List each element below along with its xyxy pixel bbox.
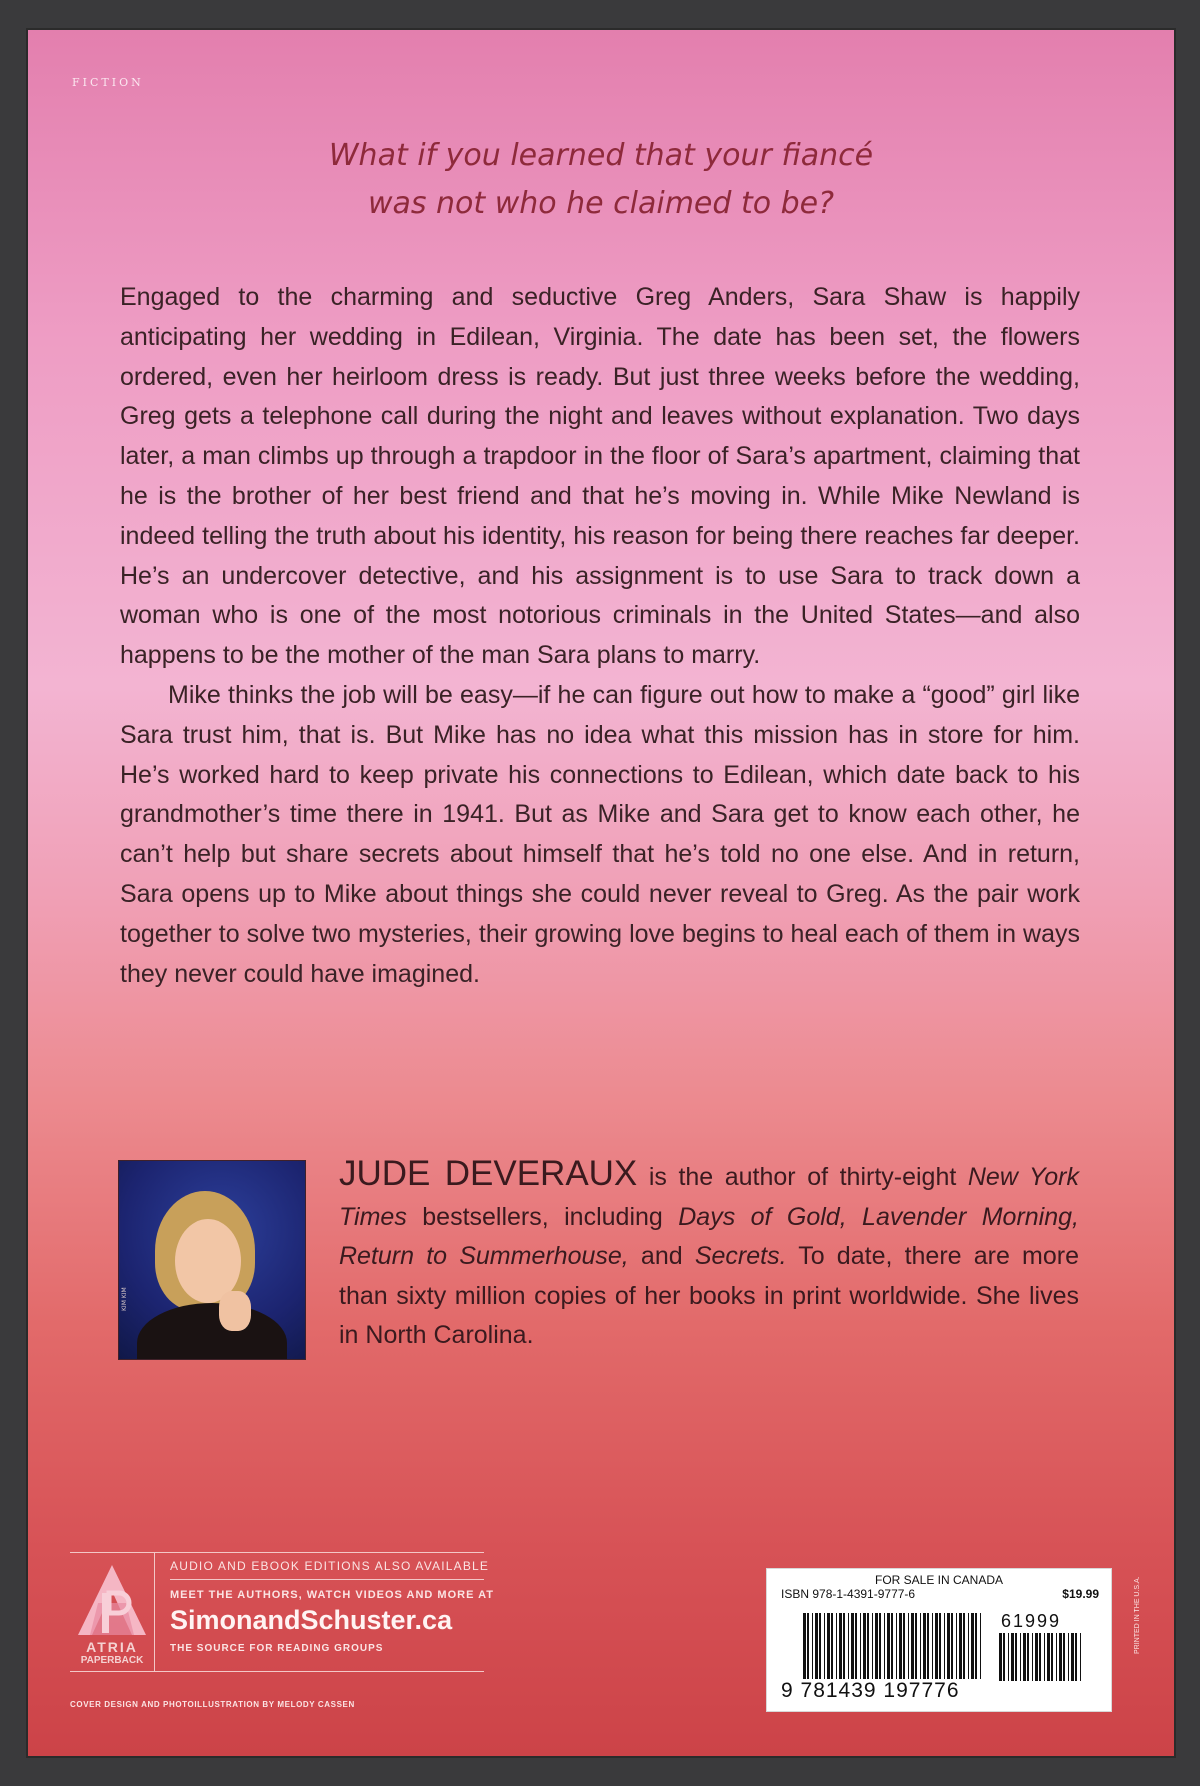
tagline-line-2: was not who he claimed to be?: [367, 186, 835, 221]
reading-groups-note: THE SOURCE FOR READING GROUPS: [170, 1643, 384, 1654]
price: $19.99: [1062, 1587, 1099, 1601]
bio-text-2: bestsellers, including: [406, 1202, 679, 1231]
bio-title-nyt: New York Times: [339, 1163, 1079, 1231]
design-credit: COVER DESIGN AND PHOTOILLUSTRATION BY MELODY CASSEN: [70, 1700, 355, 1709]
meet-authors-note: MEET THE AUTHORS, WATCH VIDEOS AND MORE AT: [170, 1589, 494, 1601]
synopsis-paragraph-1: Engaged to the charming and seductive Greg Anders, Sara Shaw is happily anticipating her wedding in Edilean, Virginia. The date has been set, the flowers ordered, even her heirloom dress is ready. But just three weeks before the wedding, Greg gets a telephone call during the night and leaves without explanation. Two days later, a man climbs up through a trapdoor in the floor of Sara’s apartment, claiming that he is the brother of her best friend and that he’s moving in. While Mike Newland is indeed telling the truth about his identity, his reason for being there reaches far deeper. He’s an undercover detective, and his assignment is to use Sara to track down a woman who is one of the most notorious criminals in the United States—and also happens to be the mother of the man Sara plans to marry.: [120, 283, 1080, 670]
genre-label: FICTION: [72, 76, 144, 89]
sale-region: FOR SALE IN CANADA: [874, 1573, 1004, 1587]
synopsis: [120, 278, 1080, 994]
bio-text-4: To date, there are more than sixty million copies of her books in print worldwide. She lives in North Carolina.: [339, 1242, 1080, 1350]
book-back-cover: [28, 30, 1174, 1756]
logo-name: ATRIA: [86, 1639, 138, 1655]
author-bio: [339, 1154, 1079, 1356]
barcode-addon-icon: [999, 1633, 1083, 1681]
tagline: [28, 132, 1174, 228]
logo-sub: PAPERBACK: [80, 1655, 144, 1666]
synopsis-paragraph-2: Mike thinks the job will be easy—if he can figure out how to make a “good” girl like Sara trust him, that is. But Mike has no idea what this mission has in store for him. He’s worked hard to keep private his connections to Edilean, which date back to his grandmother’s time there in 1941. But as Mike and Sara get to know each other, he can’t help but share secrets about himself that he’s told no one else. And in return, Sara opens up to Mike about things she could never reveal to Greg. As the pair work together to solve two mysteries, their growing love begins to heal each of them in ways they never could have imagined.: [120, 680, 1080, 988]
printed-in: PRINTED IN THE U.S.A.: [1134, 1576, 1141, 1654]
photo-credit: KIM KIM: [121, 1287, 128, 1311]
author-name: JUDE DEVERAUX: [339, 1154, 638, 1193]
barcode-icon: [803, 1613, 983, 1679]
editions-note: AUDIO AND EBOOK EDITIONS ALSO AVAILABLE: [170, 1559, 490, 1573]
bio-title-secrets: Secrets.: [694, 1242, 787, 1271]
atria-a-icon: [76, 1563, 148, 1637]
addon-code: 61999: [1001, 1611, 1062, 1631]
isbn: ISBN 978-1-4391-9777-6: [781, 1587, 916, 1601]
atria-logo: [70, 1553, 155, 1671]
tagline-line-1: What if you learned that your fiancé: [328, 138, 874, 173]
publisher-block: [70, 1552, 494, 1672]
bio-text-1: is the author of thirty-eight: [637, 1163, 968, 1191]
bio-text-3: and: [628, 1242, 695, 1271]
author-photo: [118, 1160, 306, 1360]
barcode-number: 9 781439 197776: [781, 1679, 960, 1702]
barcode-box: [766, 1568, 1112, 1712]
bio-titles: Days of Gold, Lavender Morning, Return to Summerhouse,: [339, 1202, 1079, 1271]
publisher-website: SimonandSchuster.ca: [170, 1605, 453, 1635]
